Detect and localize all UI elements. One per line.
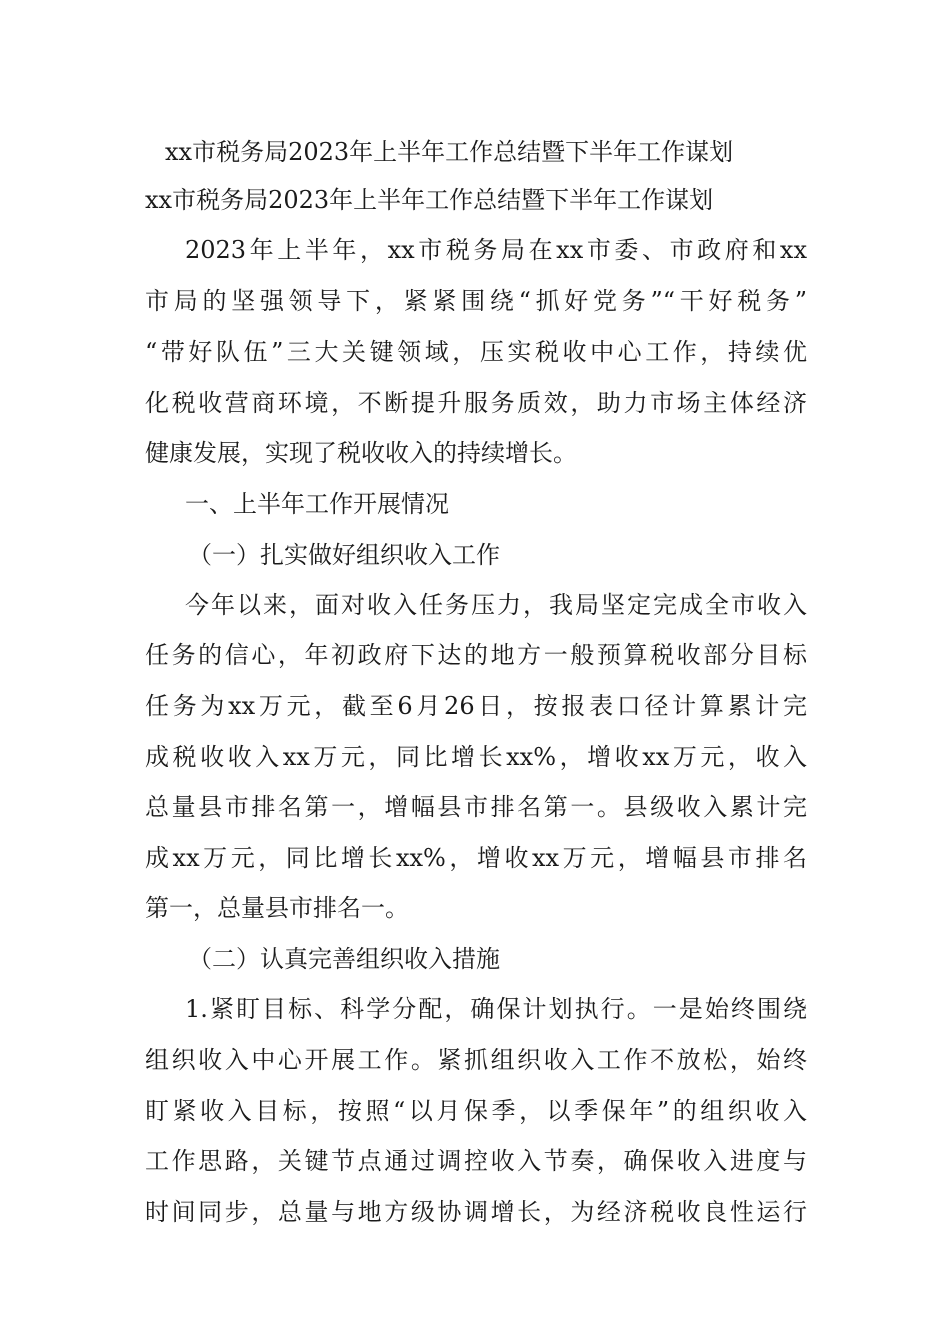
section-1-heading: 一、上半年工作开展情况 [185,490,449,518]
subsection-1-line-5: 总量县市排名第一，增幅县市排名第一。县级收入累计完 [145,793,807,821]
intro-line-1: 2023年上半年，xx市税务局在xx市委、市政府和xx [185,236,807,264]
subsection-1-line-4: 成税收收入xx万元，同比增长xx%，增收xx万元，收入 [145,743,807,771]
subsection-1-heading: （一）扎实做好组织收入工作 [188,541,500,569]
document-title-line-2: xx市税务局2023年上半年工作总结暨下半年工作谋划 [145,186,714,214]
intro-line-4: 化税收营商环境，不断提升服务质效，助力市场主体经济 [145,389,807,417]
subsection-2-line-4: 工作思路，关键节点通过调控收入节奏，确保收入进度与 [145,1147,807,1175]
subsection-1-line-2: 任务的信心，年初政府下达的地方一般预算税收部分目标 [145,641,807,669]
intro-line-2: 市局的坚强领导下，紧紧围绕“抓好党务”“干好税务” [145,287,807,315]
subsection-2-line-2: 组织收入中心开展工作。紧抓组织收入工作不放松，始终 [145,1046,807,1074]
subsection-2-line-3: 盯紧收入目标，按照“以月保季，以季保年”的组织收入 [145,1097,807,1125]
subsection-2-line-5: 时间同步，总量与地方级协调增长，为经济税收良性运行 [145,1198,807,1226]
subsection-1-line-6: 成xx万元，同比增长xx%，增收xx万元，增幅县市排名 [145,844,807,872]
subsection-1-line-3: 任务为xx万元，截至6月26日，按报表口径计算累计完 [145,692,807,720]
document-title-line-1: xx市税务局2023年上半年工作总结暨下半年工作谋划 [165,138,734,166]
intro-line-3: “带好队伍”三大关键领域，压实税收中心工作，持续优 [145,338,807,366]
subsection-2-heading: （二）认真完善组织收入措施 [188,945,500,973]
subsection-2-line-1: 1.紧盯目标、科学分配，确保计划执行。一是始终围绕 [185,995,807,1023]
subsection-1-line-1: 今年以来，面对收入任务压力，我局坚定完成全市收入 [185,591,807,619]
intro-line-5: 健康发展，实现了税收收入的持续增长。 [145,439,577,467]
subsection-1-line-7: 第一，总量县市排名一。 [145,894,409,922]
